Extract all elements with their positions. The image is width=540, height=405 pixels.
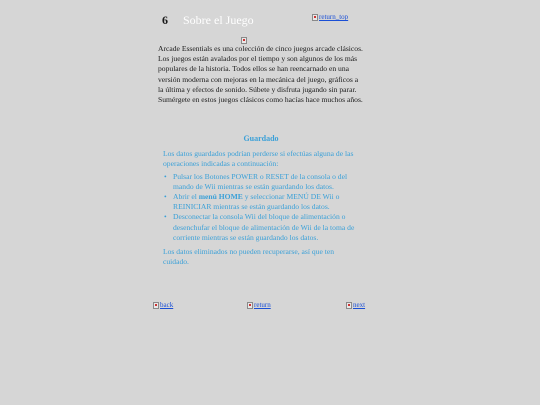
list-item [173, 192, 359, 212]
intro-paragraph: Arcade Essentials es una colección de cinco juegos arcade clásicos. Los juegos están avalados por el tiempo y son algunos de los más populares de la historia. Todos ellos se han reencarnado en una versión moderna con mejoras en la mecánica del juego, gráficos a la última y efectos de sonido. Súbete y disfruta jugando sin parar. Sumérgete en estos juegos clásicos como hacías hace muchos años. [158, 44, 363, 105]
broken-image-icon [247, 302, 253, 309]
back-alt: back [160, 301, 174, 309]
broken-image-icon [153, 302, 159, 309]
section-header [158, 10, 363, 30]
list-item-text-after: y seleccionar MENÚ DE Wii o REINICIAR mientras se están guardando los datos. [173, 192, 340, 212]
section-number: 6 [162, 13, 168, 27]
next-alt: next [353, 301, 366, 309]
header-image [241, 37, 247, 44]
list-item-text-before: Abrir el [173, 192, 199, 202]
list-item [173, 212, 359, 243]
notice-list [163, 172, 359, 243]
broken-image-icon [346, 302, 352, 309]
list-item-text: Desconectar la consola Wii del bloque de alimentación o desenchufar el bloque de alimentación de Wii de la toma de corriente mientras se están guardando los datos. [173, 212, 355, 242]
broken-image-icon [312, 14, 318, 21]
broken-image-icon [241, 37, 247, 44]
list-item-text: Pulsar los Botones POWER o RESET de la consola o del mando de Wii mientras se están guardando los datos. [173, 171, 348, 191]
list-item [173, 172, 359, 192]
notice-closing: Los datos eliminados no pueden recuperarse, así que ten cuidado. [163, 247, 335, 267]
back-link[interactable] [153, 301, 173, 309]
notice-title: Guardado [243, 134, 279, 143]
notice-lead: Los datos guardados podrían perderse si efectúas alguna de las operaciones indicadas a continuación: [163, 149, 354, 169]
return-link[interactable] [247, 301, 271, 309]
section-title: Sobre el Juego [183, 13, 254, 27]
next-link[interactable] [346, 301, 365, 309]
return-top-link[interactable] [312, 13, 348, 21]
home-menu-term: menú HOME [198, 192, 243, 202]
save-notice [163, 134, 359, 267]
return-top-alt: return_top [319, 13, 349, 21]
return-alt: return [254, 301, 271, 309]
